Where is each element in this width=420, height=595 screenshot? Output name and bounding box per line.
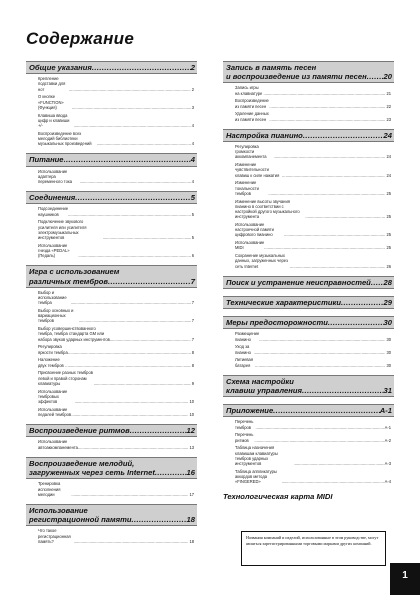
entry-text: Удаление данных из памяти песен: [235, 111, 269, 122]
toc-entry[interactable]: [235, 199, 391, 220]
section-heading: [223, 316, 394, 329]
entry-text: Использование настроечной памяти цифрового пианино: [235, 222, 274, 238]
toc-entry[interactable]: [235, 419, 391, 429]
entry-text: Регулировка громкости аккомпанемента: [235, 144, 267, 160]
section-heading-line: [29, 277, 195, 286]
section-heading-text: Питание: [29, 155, 64, 165]
entry-text: Присвоение разных тембров левой и правой сторонам клавиатуры: [38, 370, 93, 386]
section-heading: [223, 491, 394, 502]
section-heading-line: [29, 426, 195, 435]
section-heading: [223, 404, 394, 417]
entry-page-number: 7: [191, 336, 194, 342]
dot-leader: [269, 117, 385, 122]
section-heading-text: клавиш управления: [226, 386, 302, 396]
dot-leader: [71, 492, 188, 497]
toc-entry[interactable]: [38, 290, 194, 306]
page-number: 1: [390, 563, 420, 595]
entry-page-number: 30: [386, 349, 391, 355]
dot-leader: [72, 105, 191, 110]
dot-leader: [282, 479, 384, 484]
toc-entry[interactable]: [235, 180, 391, 196]
entry-page-number: 17: [189, 491, 194, 497]
entry-page-number: 24: [386, 154, 391, 160]
toc-section: [26, 424, 197, 450]
entry-text: Использование адаптера переменного тока: [38, 168, 73, 185]
section-heading-text: Меры предосторожности: [226, 318, 328, 328]
dot-leader: [263, 91, 385, 96]
entry-page-number: 22: [386, 103, 391, 109]
entry-text: Использование автоаккомпанемента: [38, 439, 78, 450]
entry-text: Изменение тональности тембров: [235, 180, 259, 196]
entry-list: [26, 167, 197, 185]
section-heading-line: [29, 515, 195, 524]
toc-entry[interactable]: [38, 439, 194, 449]
toc-entry[interactable]: [235, 432, 391, 442]
entry-text: Уход за пианино: [235, 344, 251, 355]
dot-leader: [71, 300, 191, 305]
entry-text: Что такое регистрационная память?: [38, 528, 71, 544]
section-heading-line: [226, 63, 392, 72]
entry-list: [26, 74, 197, 146]
section-heading: [223, 296, 394, 309]
dot-leader: [75, 193, 190, 202]
entry-page-number: 4: [191, 141, 194, 147]
toc-section: [26, 191, 197, 258]
entry-page-number: 21: [386, 90, 391, 96]
section-heading-line: [226, 278, 392, 287]
toc-section: [26, 265, 197, 417]
section-heading-line: [29, 459, 195, 468]
dot-leader: [269, 104, 385, 109]
section-heading-text: загруженных через сеть Internet: [29, 468, 155, 478]
section-page-number: 24: [383, 130, 392, 140]
dot-leader: [94, 381, 191, 386]
entry-page-number: 9: [191, 380, 194, 386]
dot-leader: [92, 63, 191, 72]
section-heading-line: [226, 377, 392, 386]
toc-entry[interactable]: [38, 370, 194, 386]
section-heading-text: Схема настройки: [226, 376, 294, 386]
entry-text: Тренировка исполнения мелодии: [38, 481, 61, 497]
entry-text: Размещение пианино: [235, 331, 260, 342]
section-page-number: 16: [186, 468, 195, 478]
entry-page-number: 23: [386, 116, 391, 122]
section-heading-text: Запись в память песен: [226, 63, 317, 72]
section-heading-text: Настройка пианино: [226, 130, 303, 140]
dot-leader: [108, 277, 191, 286]
dot-leader: [80, 179, 191, 184]
dot-leader: [371, 278, 384, 287]
entry-text: Таблица аппликатуры аккордов метода «FINGERED»: [235, 468, 277, 485]
entry-page-number: A-3: [384, 461, 391, 467]
toc-entry[interactable]: [38, 219, 194, 240]
entry-list: [223, 142, 394, 269]
dot-leader: [284, 232, 385, 237]
toc-entry[interactable]: [235, 331, 391, 341]
section-page-number: 20: [383, 72, 392, 82]
dot-leader: [64, 155, 191, 164]
section-heading-line: [226, 131, 392, 140]
dot-leader: [97, 141, 191, 146]
toc-section: [26, 61, 197, 146]
entry-text: О кнопке «FUNCTION» (Функция): [38, 94, 64, 110]
dot-leader: [290, 264, 385, 269]
dot-leader: [110, 337, 191, 342]
section-heading: [26, 61, 197, 74]
toc-entry[interactable]: [235, 469, 391, 485]
dot-leader: [305, 214, 385, 219]
dot-leader: [68, 350, 191, 355]
dot-leader: [303, 131, 384, 140]
toc-entry[interactable]: [38, 76, 194, 92]
entry-list: [26, 479, 197, 497]
section-heading-line: [226, 298, 392, 307]
toc-entry[interactable]: [235, 344, 391, 354]
toc-entry[interactable]: [38, 308, 194, 324]
entry-page-number: 5: [191, 211, 194, 217]
entry-text: Перечень тембров: [235, 419, 254, 430]
dot-leader: [259, 337, 385, 342]
toc-section: [223, 276, 394, 289]
dot-leader: [302, 386, 384, 395]
toc-section: [223, 61, 394, 122]
entry-page-number: 24: [386, 172, 391, 178]
section-page-number: 2: [190, 63, 195, 72]
entry-text: Перечень ритмов: [235, 432, 254, 443]
entry-page-number: 10: [189, 412, 194, 418]
entry-list: [223, 329, 394, 367]
section-heading: [223, 129, 394, 142]
toc-entry[interactable]: [38, 113, 194, 129]
entry-list: [26, 437, 197, 449]
entry-page-number: 4: [191, 123, 194, 129]
toc-entry[interactable]: [38, 243, 194, 259]
section-heading-text: Соединения: [29, 193, 76, 203]
section-heading-text: Воспроизведение ритмов: [29, 426, 130, 436]
entry-text: Воспроизведение всех мелодий библиотеки музыкальных произведений: [38, 130, 92, 147]
section-heading-text: и воспроизведение из памяти песен: [226, 72, 367, 82]
dot-leader: [68, 212, 191, 217]
section-heading-text: Приложение: [226, 406, 274, 416]
section-heading-line: [29, 506, 195, 515]
toc-entry[interactable]: [235, 445, 391, 466]
section-heading-text: различных тембров: [29, 276, 108, 286]
dot-leader: [273, 406, 380, 415]
entry-page-number: 13: [189, 444, 194, 450]
entry-page-number: 5: [191, 235, 194, 241]
toc-section: [26, 457, 197, 497]
entry-text: Использование педалей тембров: [38, 406, 72, 418]
section-page-number: 30: [383, 318, 392, 328]
dot-leader: [130, 426, 187, 435]
dot-leader: [341, 298, 384, 307]
section-heading: [26, 457, 197, 479]
section-page-number: 18: [186, 515, 195, 525]
entry-list: [26, 288, 197, 417]
entry-list: [26, 526, 197, 544]
section-heading: [223, 276, 394, 289]
entry-text: Выбор усовершенствованного тембра, тембра стандарта GM или набора звуков ударных инструментов: [38, 326, 110, 342]
dot-leader: [155, 468, 187, 477]
entry-page-number: A-1: [384, 424, 391, 430]
entry-page-number: 8: [191, 349, 194, 355]
dot-leader: [254, 438, 383, 443]
dot-leader: [268, 191, 385, 196]
entry-page-number: 26: [386, 263, 391, 269]
toc-entry[interactable]: [38, 94, 194, 110]
dot-leader: [254, 350, 386, 355]
section-page-number: 4: [190, 155, 195, 165]
dot-leader: [255, 363, 385, 368]
entry-list: [26, 204, 197, 258]
dot-leader: [294, 461, 384, 466]
section-heading-text: Общие указания: [29, 63, 92, 72]
section-page-number: 7: [190, 276, 195, 286]
dot-leader: [69, 87, 191, 92]
entry-text: Запись игры на клавиатуре: [235, 85, 263, 96]
section-heading: [26, 153, 197, 166]
entry-text: Воспроизведение из памяти песен: [235, 98, 269, 109]
section-heading-text: Игра с использованием: [29, 267, 120, 277]
section-page-number: 29: [383, 298, 392, 308]
entry-text: Клавиша ввода цифр и клавиши +/-: [38, 112, 70, 129]
toc-left-column: [26, 61, 197, 551]
toc-entry[interactable]: [38, 357, 194, 367]
toc-section: [223, 491, 394, 502]
toc-right-column: [223, 61, 394, 510]
dot-leader: [282, 173, 385, 178]
section-heading-text: Поиск и устранение неисправностей: [226, 277, 371, 287]
toc-section: [223, 375, 394, 397]
toc-entry[interactable]: [235, 85, 391, 95]
section-heading-text: Использование: [29, 505, 88, 515]
entry-text: Выбор и использование тембра: [38, 289, 67, 306]
section-heading: [223, 375, 394, 397]
section-heading-line: [226, 386, 392, 395]
entry-page-number: 6: [191, 253, 194, 259]
entry-page-number: 30: [386, 336, 391, 342]
entry-text: Крепление подставки для нот: [38, 76, 66, 92]
section-page-number: A-1: [379, 406, 392, 416]
section-heading: [26, 191, 197, 204]
section-heading: [223, 61, 394, 83]
entry-page-number: A-2: [384, 437, 391, 443]
section-heading-line: [29, 193, 195, 202]
entry-text: Использование гнезда «PEDAL» (Педаль): [38, 242, 70, 259]
entry-page-number: 7: [191, 300, 194, 306]
section-heading-line: [226, 318, 392, 327]
dot-leader: [103, 235, 191, 240]
toc-entry[interactable]: [235, 357, 391, 367]
entry-text: Подсоединение наушников: [38, 206, 69, 217]
section-heading-line: [223, 492, 394, 501]
dot-leader: [274, 154, 386, 159]
entry-page-number: 4: [191, 179, 194, 185]
section-page-number: 5: [190, 193, 195, 203]
section-page-number: 12: [186, 426, 195, 436]
toc-entry[interactable]: [235, 144, 391, 160]
entry-text: Литиевая батарея: [235, 357, 254, 368]
dot-leader: [131, 515, 186, 524]
dot-leader: [328, 318, 384, 327]
entry-page-number: 8: [191, 362, 194, 368]
toc-entry[interactable]: [38, 131, 194, 147]
section-heading-text: регистрационной памяти: [29, 515, 132, 525]
section-heading-text: Технологическая карта MIDI: [223, 492, 333, 502]
dot-leader: [71, 412, 188, 417]
entry-page-number: 3: [191, 104, 194, 110]
toc-entry[interactable]: [235, 222, 391, 238]
dot-leader: [78, 445, 188, 450]
entry-page-number: 10: [189, 399, 194, 405]
entry-page-number: 30: [386, 362, 391, 368]
toc-entry[interactable]: [38, 528, 194, 544]
entry-text: Сохранение музыкальных данных, загруженных через сеть Internet: [235, 253, 288, 269]
dot-leader: [65, 363, 190, 368]
entry-page-number: A-4: [384, 479, 391, 485]
entry-text: Выбор основных и вариационных тембров: [38, 308, 74, 324]
entry-text: Подключение звукового усилителя или усилителя электромузыкальных инструментов: [38, 219, 87, 241]
trademark-notice: Названия компаний и изделий, использованные в этом руководстве, могут являться зарегистрированными торговыми марками других компаний.: [241, 531, 386, 566]
toc-entry[interactable]: [38, 407, 194, 417]
toc-entry[interactable]: [38, 481, 194, 497]
section-heading: [26, 424, 197, 437]
toc-section: [223, 404, 394, 484]
toc-entry[interactable]: [235, 98, 391, 108]
entry-page-number: 18: [189, 538, 194, 544]
entry-text: Использование тембровых эффектов: [38, 388, 68, 405]
toc-entry[interactable]: [38, 326, 194, 342]
toc-section: [26, 153, 197, 184]
toc-entry[interactable]: [38, 206, 194, 216]
dot-leader: [255, 425, 383, 430]
entry-page-number: 25: [386, 245, 391, 251]
dot-leader: [79, 318, 191, 323]
section-page-number: 31: [383, 386, 392, 396]
dot-leader: [367, 72, 384, 81]
entry-page-number: 25: [386, 190, 391, 196]
toc-entry[interactable]: [235, 162, 391, 178]
toc-entry[interactable]: [235, 253, 391, 269]
page-title: Содержание: [26, 29, 135, 48]
dot-leader: [78, 253, 190, 258]
entry-list: [223, 83, 394, 121]
section-heading-line: [226, 406, 392, 415]
entry-text: Наложение двух тембров: [38, 357, 64, 368]
section-heading-line: [29, 267, 195, 276]
toc-entry[interactable]: [38, 169, 194, 185]
dot-leader: [264, 245, 385, 250]
entry-page-number: 25: [386, 232, 391, 238]
section-heading: [26, 504, 197, 526]
entry-page-number: 7: [191, 318, 194, 324]
entry-list: [223, 417, 394, 484]
toc-entry[interactable]: [235, 240, 391, 250]
toc-section: [223, 296, 394, 309]
section-heading-text: Воспроизведение мелодий,: [29, 458, 135, 468]
toc-entry[interactable]: [38, 344, 194, 354]
dot-leader: [75, 399, 189, 404]
section-heading: [26, 265, 197, 287]
entry-text: Изменение высоты звучания пианино в соответствии с настройкой другого музыкального инструмента: [235, 198, 300, 220]
dot-leader: [74, 123, 191, 128]
entry-text: Использование MIDI: [235, 240, 265, 251]
entry-page-number: 2: [191, 86, 194, 92]
entry-text: Изменение чувствительности клавиш к силе нажатия: [235, 162, 280, 178]
section-heading-line: [226, 72, 392, 81]
dot-leader: [74, 539, 189, 544]
section-page-number: 28: [383, 277, 392, 287]
section-heading-line: [29, 63, 195, 72]
toc-section: [223, 316, 394, 368]
section-heading-text: Технические характеристики: [226, 298, 342, 308]
section-heading-line: [29, 155, 195, 164]
toc-entry[interactable]: [235, 111, 391, 121]
toc-section: [223, 129, 394, 269]
entry-page-number: 25: [386, 214, 391, 220]
entry-text: Таблица назначения клавишам клавиатуры тембров ударных инструментов: [235, 445, 278, 467]
toc-entry[interactable]: [38, 389, 194, 405]
toc-section: [26, 504, 197, 544]
section-heading-line: [29, 468, 195, 477]
entry-text: Регулировка яркости тембра: [38, 344, 68, 355]
